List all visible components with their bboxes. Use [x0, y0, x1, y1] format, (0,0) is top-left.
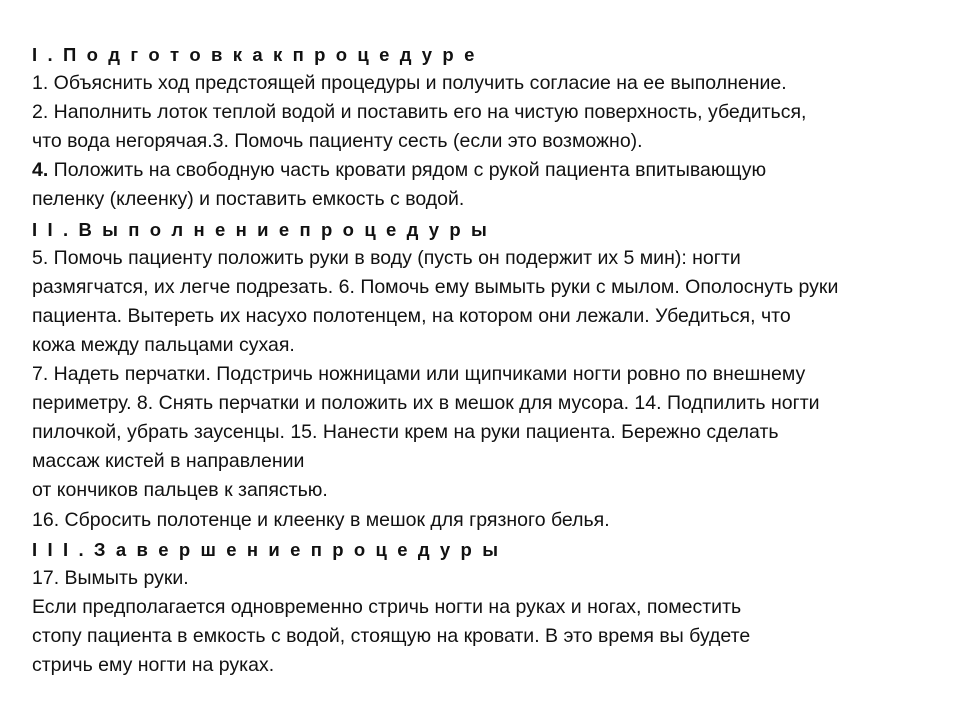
step-4-text: Положить на свободную часть кровати рядом с рукой пациента впитывающую [48, 159, 767, 182]
step-4-number: 4. [32, 159, 49, 182]
text-line: периметру. 8. Снять перчатки и положить их в мешок для мусора. 14. Подпилить ногти [32, 392, 820, 415]
text-line: 16. Сбросить полотенце и клеенку в мешок для грязного белья. [32, 508, 610, 531]
text-line: размягчатся, их легче подрезать. 6. Помочь ему вымыть руки с мылом. Ополоснуть руки [32, 275, 839, 298]
text-line: кожа между пальцами сухая. [32, 333, 295, 356]
text-line: пациента. Вытереть их насухо полотенцем, на котором они лежали. Убедиться, что [32, 304, 791, 327]
text-line: пеленку (клеенку) и поставить емкость с водой. [32, 188, 465, 211]
text-line: 1. Объяснить ход предстоящей процедуры и получить согласие на ее выполнение. [32, 72, 787, 95]
section-2-heading: I I . В ы п о л н е н и е п р о ц е д у р ы [32, 218, 490, 240]
text-line: что вода негорячая.3. Помочь пациенту сесть (если это возможно). [32, 130, 643, 153]
section-1-heading: I . П о д г о т о в к а к п р о ц е д у р е [32, 44, 477, 65]
text-line: стопу пациента в емкость с водой, стоящую на кровати. В это время вы будете [32, 624, 751, 647]
text-line: стричь ему ногти на руках. [32, 653, 275, 676]
text-line: 5. Помочь пациенту положить руки в воду (пусть он подержит их 5 мин): ногти [32, 246, 741, 269]
slide-content [32, 40, 952, 680]
text-line: 7. Надеть перчатки. Подстричь ножницами или щипчиками ногти ровно по внешнему [32, 363, 806, 386]
text-line: 17. Вымыть руки. [32, 566, 189, 589]
text-line: 2. Наполнить лоток теплой водой и поставить его на чистую поверхность, убедиться, [32, 101, 807, 124]
text-line: массаж кистей в направлении [32, 450, 305, 473]
text-line: от кончиков пальцев к запястью. [32, 479, 328, 502]
step-4-line [32, 156, 952, 185]
section-3-heading: I I I . З а в е р ш е н и е п р о ц е д у р ы [32, 538, 501, 560]
text-line: Если предполагается одновременно стричь ногти на руках и ногах, поместить [32, 595, 742, 618]
text-line: пилочкой, убрать заусенцы. 15. Нанести крем на руки пациента. Бережно сделать [32, 421, 779, 444]
